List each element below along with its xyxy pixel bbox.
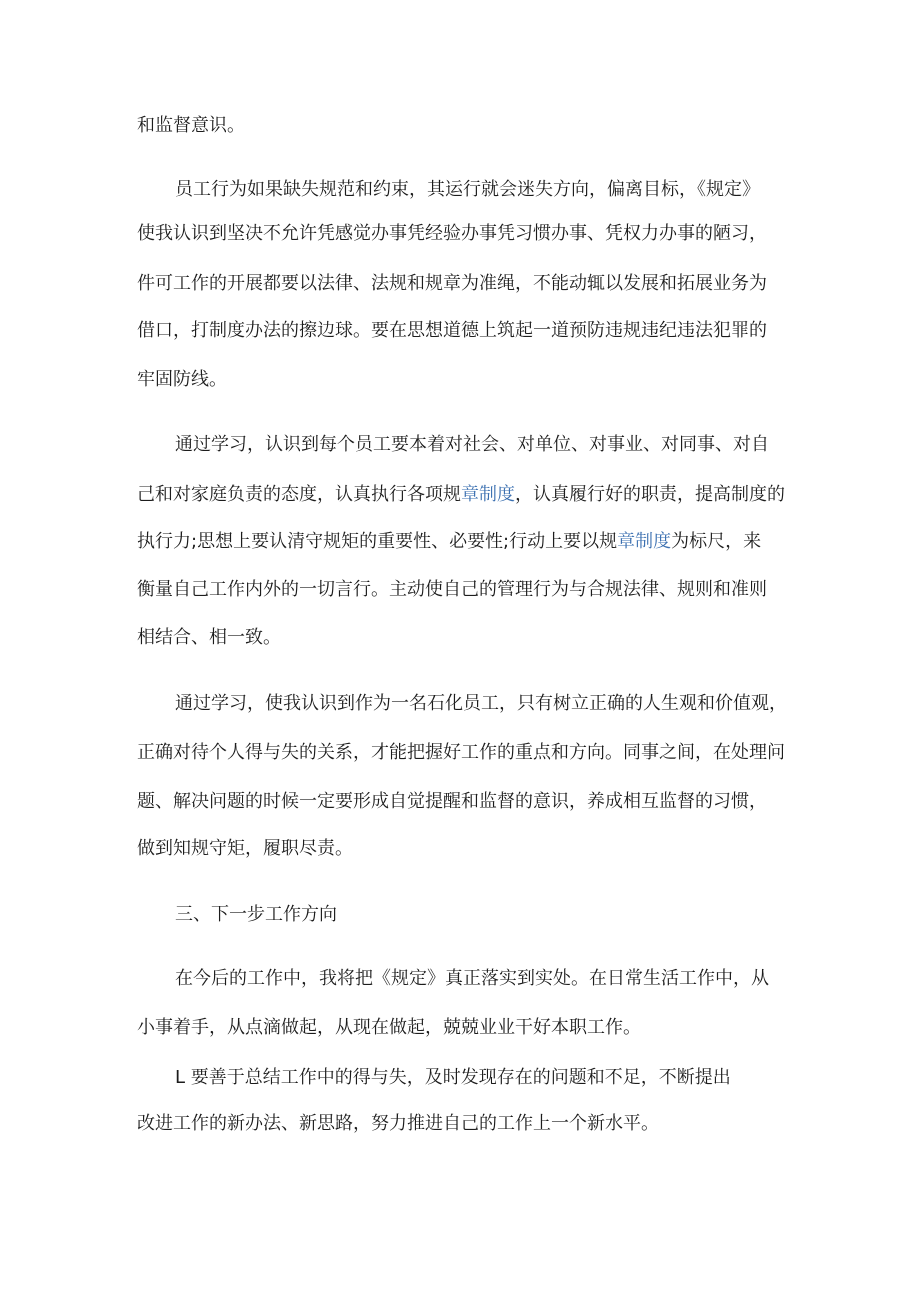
paragraph-line: 正确对待个人得与失的关系，才能把握好工作的重点和方向。同事之间，在处理问 xyxy=(137,742,785,763)
paragraph-line: 做到知规守矩，履职尽责。 xyxy=(137,838,353,859)
paragraph-line xyxy=(137,483,785,507)
paragraph-line: 通过学习，认识到每个员工要本着对社会、对单位、对事业、对同事、对自 xyxy=(175,434,769,455)
text-segment: 为标尺，来 xyxy=(671,531,762,552)
paragraph-line: 员工行为如果缺失规范和约束，其运行就会迷失方向，偏离目标，《规定》 xyxy=(175,179,760,200)
section-heading: 三、下一步工作方向 xyxy=(175,904,337,925)
paragraph-line: 在今后的工作中，我将把《规定》真正落实到实处。在日常生活工作中，从 xyxy=(175,968,769,989)
paragraph-line: 小事着手，从点滴做起，从现在做起，兢兢业业干好本职工作。 xyxy=(137,1017,641,1038)
paragraph-line: 借口，打制度办法的擦边球。要在思想道德上筑起一道预防违规违纪违法犯罪的 xyxy=(137,320,767,341)
text-segment: 己和对家庭负责的态度，认真执行各项规 xyxy=(137,484,461,505)
text-segment: 执行力;思想上要认清守规矩的重要性、必要性;行动上要以规 xyxy=(137,531,618,552)
text-segment: ，认真履行好的职责，提高制度的 xyxy=(515,484,785,505)
rules-link[interactable]: 章制度 xyxy=(617,531,672,552)
paragraph-line: 通过学习，使我认识到作为一名石化员工，只有树立正确的人生观和价值观， xyxy=(175,693,787,714)
paragraph-line: 改进工作的新办法、新思路，努力推进自己的工作上一个新水平。 xyxy=(137,1113,659,1134)
rules-link[interactable]: 章制度 xyxy=(461,484,515,505)
paragraph-line: 牢固防线。 xyxy=(137,369,227,390)
paragraph-line: 使我认识到坚决不允许凭感觉办事凭经验办事凭习惯办事、凭权力办事的陋习， xyxy=(137,223,767,244)
paragraph-line: 和监督意识。 xyxy=(137,115,245,136)
paragraph-line: 题、解决问题的时候一定要形成自觉提醒和监督的意识，养成相互监督的习惯， xyxy=(137,791,767,812)
paragraph-line: 件可工作的开展都要以法律、法规和规章为准绳，不能动辄以发展和拓展业务为 xyxy=(137,273,767,294)
paragraph-line: L 要善于总结工作中的得与失，及时发现存在的问题和不足，不断提出 xyxy=(175,1067,731,1088)
paragraph-line: 衡量自己工作内外的一切言行。主动使自己的管理行为与合规法律、规则和准则 xyxy=(137,579,767,600)
paragraph-line xyxy=(137,530,761,554)
paragraph-line: 相结合、相一致。 xyxy=(137,627,281,648)
